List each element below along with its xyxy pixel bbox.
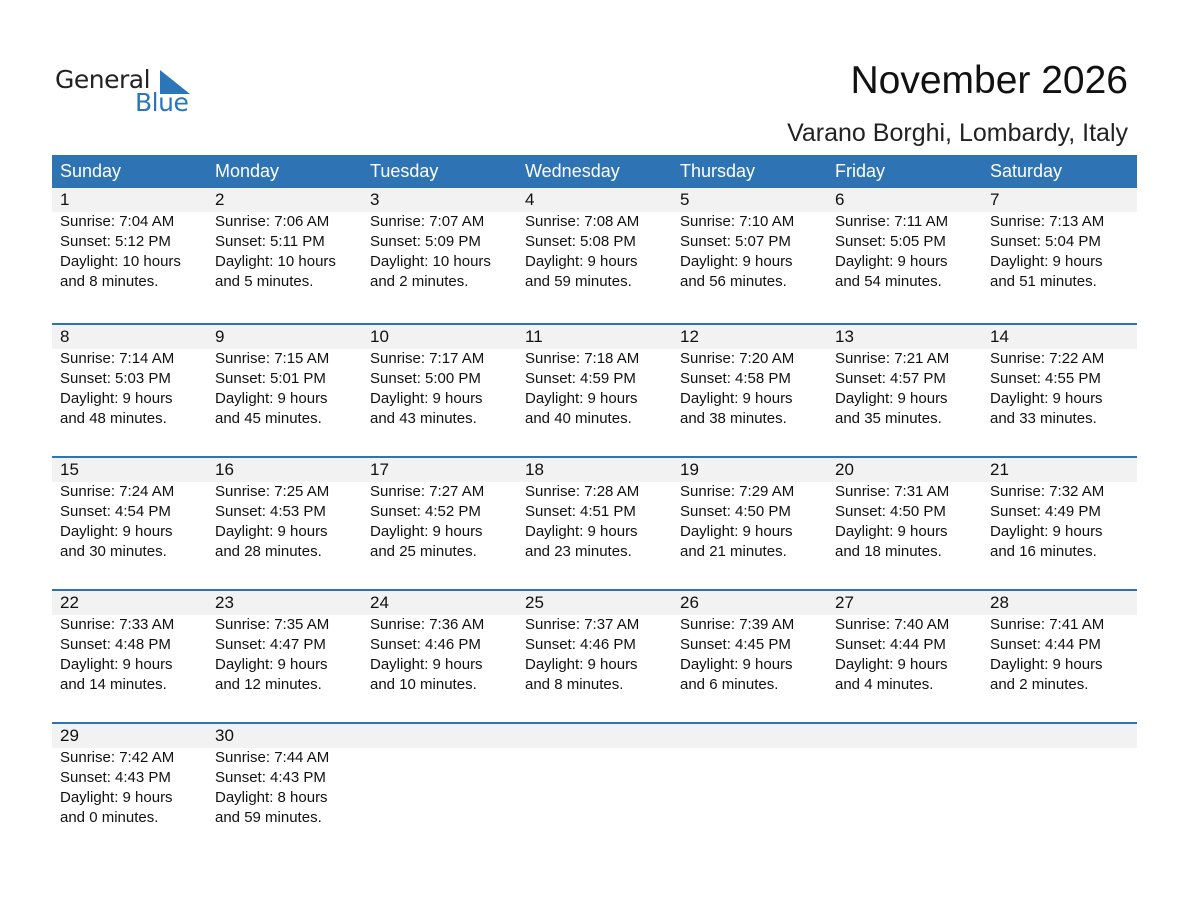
sunset-text: Sunset: 4:50 PM (680, 503, 791, 520)
sunrise-text: Sunrise: 7:42 AM (60, 749, 175, 766)
sunset-text: Sunset: 5:12 PM (60, 233, 171, 250)
day-number: 27 (835, 593, 854, 612)
day-cell (362, 591, 517, 695)
sunset-text: Sunset: 5:03 PM (60, 370, 171, 387)
daylight-text: Daylight: 9 hours (215, 523, 328, 540)
daylight-minutes-text: and 30 minutes. (60, 543, 167, 560)
day-number: 4 (525, 190, 535, 209)
daylight-minutes-text: and 54 minutes. (835, 273, 942, 290)
day-number: 18 (525, 460, 544, 479)
sunset-text: Sunset: 4:50 PM (835, 503, 946, 520)
daylight-minutes-text: and 59 minutes. (525, 273, 632, 290)
day-cell (827, 591, 982, 695)
daylight-text: Daylight: 9 hours (835, 253, 948, 270)
week-cells (52, 325, 1137, 429)
sunrise-text: Sunrise: 7:31 AM (835, 483, 950, 500)
day-number (990, 724, 1137, 748)
day-number: 8 (60, 327, 70, 346)
day-number: 9 (215, 327, 225, 346)
day-number: 3 (370, 190, 380, 209)
sunrise-text: Sunrise: 7:37 AM (525, 616, 640, 633)
daylight-minutes-text: and 43 minutes. (370, 410, 477, 427)
sunset-text: Sunset: 5:01 PM (215, 370, 326, 387)
sunset-text: Sunset: 4:46 PM (370, 636, 481, 653)
daylight-text: Daylight: 9 hours (525, 390, 638, 407)
calendar-week (52, 456, 1137, 589)
daylight-minutes-text: and 21 minutes. (680, 543, 787, 560)
daylight-minutes-text: and 38 minutes. (680, 410, 787, 427)
sunrise-text: Sunrise: 7:20 AM (680, 350, 795, 367)
daylight-minutes-text: and 16 minutes. (990, 543, 1097, 560)
logo (55, 62, 205, 122)
sunrise-text: Sunrise: 7:17 AM (370, 350, 485, 367)
sunrise-text: Sunrise: 7:29 AM (680, 483, 795, 500)
sunset-text: Sunset: 5:04 PM (990, 233, 1101, 250)
daylight-text: Daylight: 9 hours (835, 523, 948, 540)
daylight-text: Daylight: 9 hours (835, 390, 948, 407)
sunset-text: Sunset: 4:54 PM (60, 503, 171, 520)
sunrise-text: Sunrise: 7:41 AM (990, 616, 1105, 633)
day-cell (362, 724, 517, 828)
daylight-text: Daylight: 10 hours (215, 253, 336, 270)
day-cell (982, 458, 1137, 562)
sunrise-text: Sunrise: 7:14 AM (60, 350, 175, 367)
daylight-text: Daylight: 9 hours (60, 390, 173, 407)
sunrise-text: Sunrise: 7:40 AM (835, 616, 950, 633)
day-number: 26 (680, 593, 699, 612)
sunset-text: Sunset: 4:43 PM (60, 769, 171, 786)
day-cell (362, 188, 517, 292)
day-cell (52, 188, 207, 292)
week-cells (52, 724, 1137, 828)
day-number: 11 (525, 327, 543, 346)
weekday-saturday: Saturday (990, 161, 1063, 181)
sunset-text: Sunset: 4:59 PM (525, 370, 636, 387)
daylight-text: Daylight: 9 hours (990, 390, 1103, 407)
daylight-minutes-text: and 2 minutes. (990, 676, 1089, 693)
week-cells (52, 188, 1137, 292)
daylight-minutes-text: and 23 minutes. (525, 543, 632, 560)
sunrise-text: Sunrise: 7:25 AM (215, 483, 330, 500)
day-cell (517, 325, 672, 429)
sunrise-text: Sunrise: 7:33 AM (60, 616, 175, 633)
sunset-text: Sunset: 4:45 PM (680, 636, 791, 653)
day-cell (52, 458, 207, 562)
sunset-text: Sunset: 4:43 PM (215, 769, 326, 786)
logo-text-general: General (55, 65, 151, 94)
day-cell (207, 325, 362, 429)
weekday-header (52, 155, 1137, 188)
day-number: 2 (215, 190, 225, 209)
daylight-minutes-text: and 48 minutes. (60, 410, 167, 427)
daylight-minutes-text: and 56 minutes. (680, 273, 787, 290)
sunrise-text: Sunrise: 7:36 AM (370, 616, 485, 633)
sunrise-text: Sunrise: 7:22 AM (990, 350, 1105, 367)
daylight-text: Daylight: 9 hours (680, 253, 793, 270)
logo-text-blue: Blue (135, 88, 189, 117)
sunrise-text: Sunrise: 7:28 AM (525, 483, 640, 500)
weekday-wednesday: Wednesday (525, 161, 620, 181)
day-cell (982, 724, 1137, 828)
day-cell (52, 325, 207, 429)
daylight-text: Daylight: 9 hours (370, 656, 483, 673)
daylight-minutes-text: and 4 minutes. (835, 676, 934, 693)
daylight-text: Daylight: 10 hours (60, 253, 181, 270)
sunset-text: Sunset: 4:44 PM (990, 636, 1101, 653)
day-number: 7 (990, 190, 1000, 209)
daylight-minutes-text: and 8 minutes. (525, 676, 624, 693)
day-number (525, 724, 672, 748)
weekday-sunday: Sunday (60, 161, 122, 181)
daylight-minutes-text: and 8 minutes. (60, 273, 159, 290)
sunset-text: Sunset: 5:08 PM (525, 233, 636, 250)
day-number: 23 (215, 593, 234, 612)
sunset-text: Sunset: 4:47 PM (215, 636, 326, 653)
sunrise-text: Sunrise: 7:11 AM (835, 213, 949, 230)
day-cell (672, 458, 827, 562)
daylight-minutes-text: and 59 minutes. (215, 809, 322, 826)
weekday-friday: Friday (835, 161, 886, 181)
daylight-text: Daylight: 9 hours (60, 656, 173, 673)
day-number: 28 (990, 593, 1009, 612)
day-cell (672, 188, 827, 292)
day-cell (672, 325, 827, 429)
daylight-minutes-text: and 33 minutes. (990, 410, 1097, 427)
sunrise-text: Sunrise: 7:18 AM (525, 350, 640, 367)
day-number: 13 (835, 327, 854, 346)
daylight-text: Daylight: 9 hours (525, 253, 638, 270)
location-subtitle: Varano Borghi, Lombardy, Italy (787, 119, 1128, 147)
day-cell (362, 458, 517, 562)
weekday-monday: Monday (215, 161, 280, 181)
daylight-text: Daylight: 9 hours (60, 523, 173, 540)
daylight-text: Daylight: 9 hours (215, 390, 328, 407)
calendar-weeks (52, 188, 1137, 855)
sunset-text: Sunset: 5:05 PM (835, 233, 946, 250)
sunset-text: Sunset: 4:58 PM (680, 370, 791, 387)
daylight-minutes-text: and 35 minutes. (835, 410, 942, 427)
daylight-text: Daylight: 9 hours (525, 523, 638, 540)
sunrise-text: Sunrise: 7:21 AM (835, 350, 950, 367)
day-cell (362, 325, 517, 429)
sunrise-text: Sunrise: 7:08 AM (525, 213, 640, 230)
daylight-text: Daylight: 9 hours (680, 390, 793, 407)
day-cell (827, 724, 982, 828)
day-cell (207, 458, 362, 562)
calendar-week (52, 188, 1137, 323)
sunset-text: Sunset: 4:55 PM (990, 370, 1101, 387)
day-cell (982, 325, 1137, 429)
day-cell (517, 724, 672, 828)
sunrise-text: Sunrise: 7:06 AM (215, 213, 330, 230)
sunrise-text: Sunrise: 7:39 AM (680, 616, 795, 633)
day-cell (982, 188, 1137, 292)
daylight-minutes-text: and 51 minutes. (990, 273, 1097, 290)
sunset-text: Sunset: 5:09 PM (370, 233, 481, 250)
daylight-text: Daylight: 9 hours (680, 523, 793, 540)
day-number: 15 (60, 460, 79, 479)
sunrise-text: Sunrise: 7:35 AM (215, 616, 330, 633)
daylight-text: Daylight: 9 hours (835, 656, 948, 673)
daylight-text: Daylight: 9 hours (60, 789, 173, 806)
day-number (835, 724, 982, 748)
day-number: 5 (680, 190, 690, 209)
day-cell (52, 591, 207, 695)
daylight-text: Daylight: 9 hours (215, 656, 328, 673)
day-cell (827, 458, 982, 562)
day-number: 19 (680, 460, 699, 479)
day-cell (517, 188, 672, 292)
day-number: 22 (60, 593, 79, 612)
sunset-text: Sunset: 4:49 PM (990, 503, 1101, 520)
sunrise-text: Sunrise: 7:15 AM (215, 350, 330, 367)
daylight-minutes-text: and 5 minutes. (215, 273, 314, 290)
week-cells (52, 458, 1137, 562)
daylight-minutes-text: and 6 minutes. (680, 676, 779, 693)
day-cell (672, 724, 827, 828)
day-cell (207, 724, 362, 828)
day-cell (982, 591, 1137, 695)
daylight-minutes-text: and 12 minutes. (215, 676, 322, 693)
day-cell (827, 325, 982, 429)
sunset-text: Sunset: 4:57 PM (835, 370, 946, 387)
daylight-text: Daylight: 9 hours (525, 656, 638, 673)
day-cell (672, 591, 827, 695)
weekday-thursday: Thursday (680, 161, 756, 181)
daylight-text: Daylight: 9 hours (990, 523, 1103, 540)
day-cell (207, 188, 362, 292)
day-cell (827, 188, 982, 292)
daylight-text: Daylight: 10 hours (370, 253, 491, 270)
calendar (52, 155, 1137, 855)
sunrise-text: Sunrise: 7:04 AM (60, 213, 175, 230)
calendar-week (52, 323, 1137, 456)
daylight-text: Daylight: 9 hours (370, 523, 483, 540)
sunset-text: Sunset: 5:11 PM (215, 233, 325, 250)
day-number: 21 (990, 460, 1009, 479)
day-number: 14 (990, 327, 1009, 346)
daylight-minutes-text: and 28 minutes. (215, 543, 322, 560)
daylight-minutes-text: and 18 minutes. (835, 543, 942, 560)
page-title: November 2026 (850, 59, 1128, 102)
daylight-text: Daylight: 9 hours (680, 656, 793, 673)
daylight-minutes-text: and 0 minutes. (60, 809, 159, 826)
sunrise-text: Sunrise: 7:10 AM (680, 213, 795, 230)
sunset-text: Sunset: 4:52 PM (370, 503, 481, 520)
week-cells (52, 591, 1137, 695)
sunrise-text: Sunrise: 7:07 AM (370, 213, 485, 230)
sunrise-text: Sunrise: 7:27 AM (370, 483, 485, 500)
sunset-text: Sunset: 4:51 PM (525, 503, 636, 520)
sunset-text: Sunset: 5:07 PM (680, 233, 791, 250)
sunset-text: Sunset: 4:44 PM (835, 636, 946, 653)
day-number: 12 (680, 327, 699, 346)
sunrise-text: Sunrise: 7:44 AM (215, 749, 330, 766)
day-number: 30 (215, 726, 234, 745)
sunrise-text: Sunrise: 7:13 AM (990, 213, 1105, 230)
daylight-text: Daylight: 8 hours (215, 789, 328, 806)
daylight-text: Daylight: 9 hours (370, 390, 483, 407)
daylight-minutes-text: and 10 minutes. (370, 676, 477, 693)
day-number: 16 (215, 460, 234, 479)
daylight-minutes-text: and 2 minutes. (370, 273, 469, 290)
day-number: 17 (370, 460, 389, 479)
daylight-text: Daylight: 9 hours (990, 656, 1103, 673)
daylight-minutes-text: and 25 minutes. (370, 543, 477, 560)
calendar-week (52, 722, 1137, 855)
sunset-text: Sunset: 5:00 PM (370, 370, 481, 387)
day-number: 24 (370, 593, 389, 612)
day-number: 29 (60, 726, 79, 745)
sunrise-text: Sunrise: 7:32 AM (990, 483, 1105, 500)
day-number: 1 (60, 190, 70, 209)
day-cell (207, 591, 362, 695)
daylight-minutes-text: and 40 minutes. (525, 410, 632, 427)
weekday-tuesday: Tuesday (370, 161, 439, 181)
day-cell (517, 591, 672, 695)
daylight-minutes-text: and 45 minutes. (215, 410, 322, 427)
day-number: 25 (525, 593, 544, 612)
sunset-text: Sunset: 4:53 PM (215, 503, 326, 520)
daylight-minutes-text: and 14 minutes. (60, 676, 167, 693)
day-number: 10 (370, 327, 389, 346)
day-number: 20 (835, 460, 854, 479)
day-number (370, 724, 517, 748)
sunrise-text: Sunrise: 7:24 AM (60, 483, 175, 500)
daylight-text: Daylight: 9 hours (990, 253, 1103, 270)
sunset-text: Sunset: 4:46 PM (525, 636, 636, 653)
day-number: 6 (835, 190, 845, 209)
day-cell (52, 724, 207, 828)
day-number (680, 724, 827, 748)
sunset-text: Sunset: 4:48 PM (60, 636, 171, 653)
day-cell (517, 458, 672, 562)
calendar-week (52, 589, 1137, 722)
